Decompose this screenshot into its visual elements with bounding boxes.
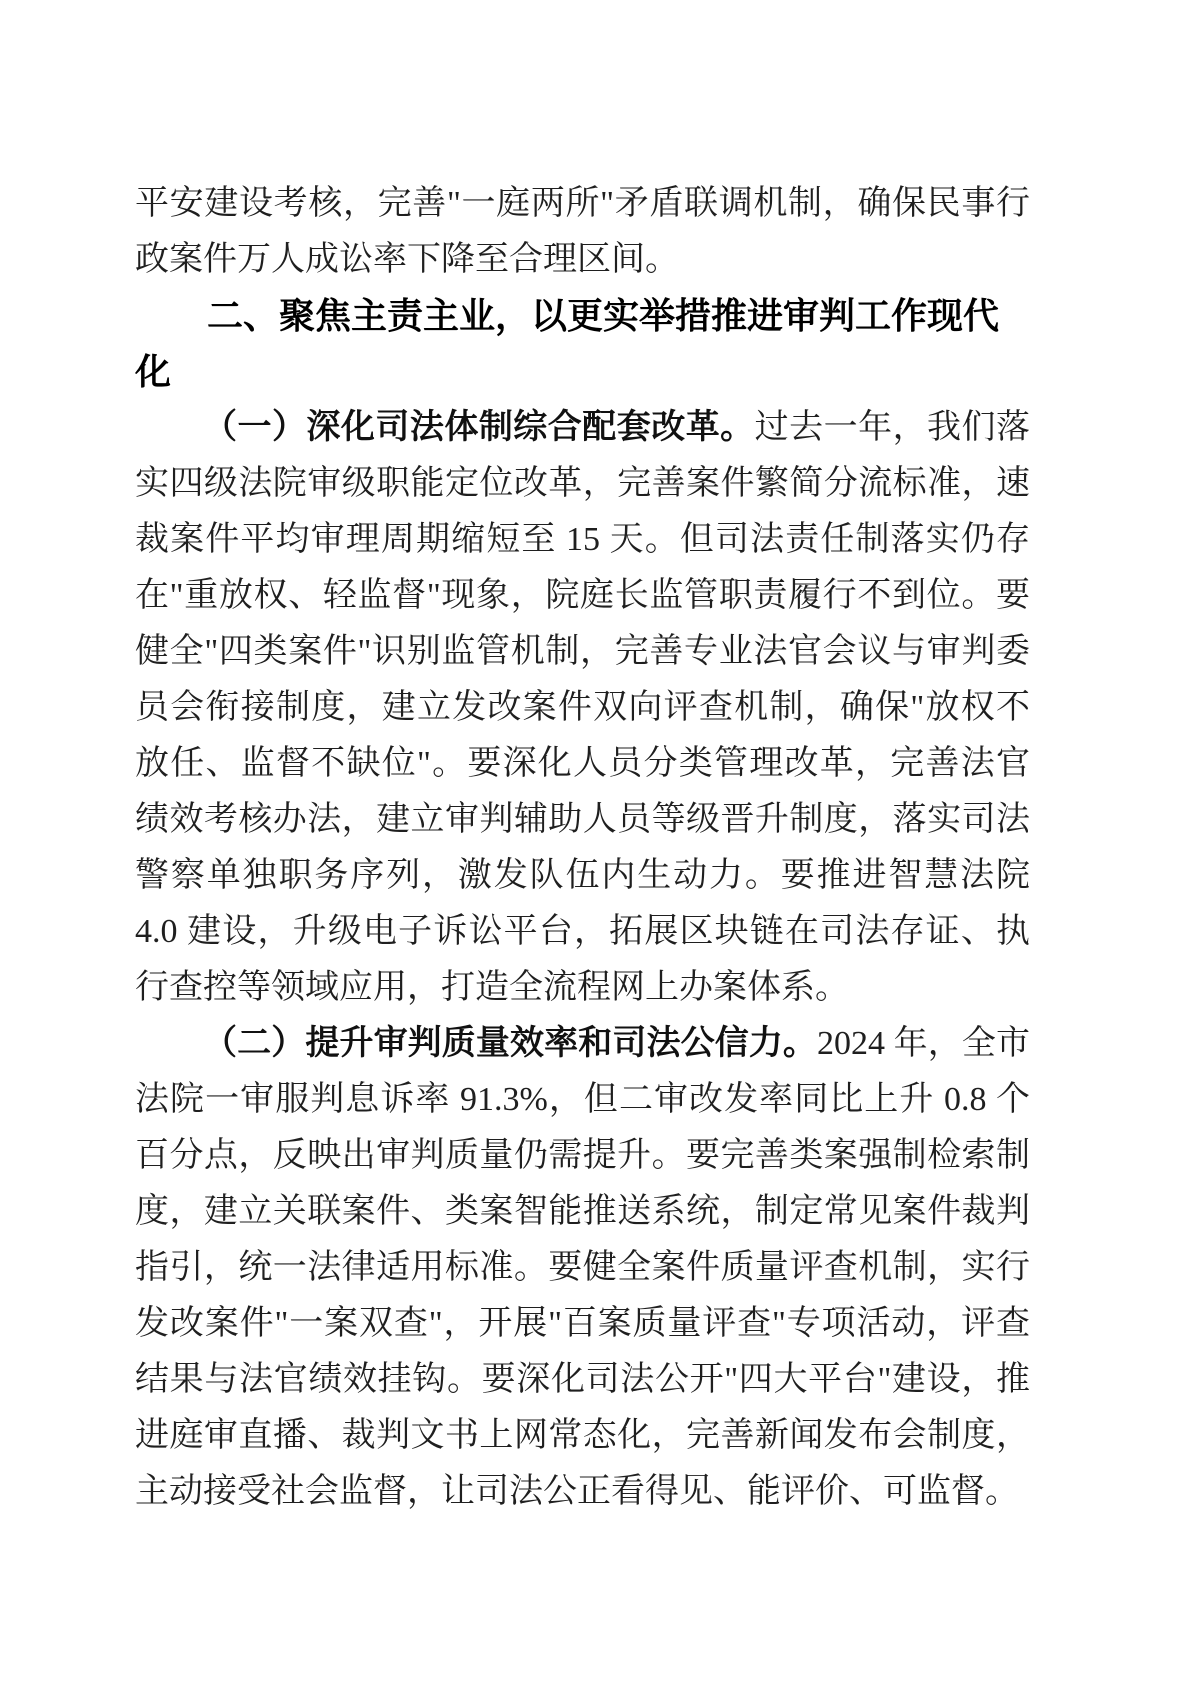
section-heading: 二、聚焦主责主业，以更实举措推进审判工作现代化 — [135, 295, 1000, 392]
intro-paragraph: 平安建设考核，完善"一庭两所"矛盾联调机制，确保民事行政案件万人成讼率下降至合理区间。 — [135, 185, 1030, 278]
subsection-1-paragraph — [135, 400, 1030, 1016]
subsection-1-text: 过去一年，我们落实四级法院审级职能定位改革，完善案件繁简分流标准，速裁案件平均审理周期缩短至 15 天。但司法责任制落实仍存在"重放权、轻监督"现象，院庭长监管职责履行不到位。要健全"四类案件"识别监管机制，完善专业法官会议与审判委员会衔接制度，建立发改案件双向评查机制，确保"放权不放任、监督不缺位"。要深化人员分类管理改革，完善法官绩效考核办法，建立审判辅助人员等级晋升制度，落实司法警察单独职务序列，激发队伍内生动力。要推进智慧法院 4.0 建设，升级电子诉讼平台，拓展区块链在司法存证、执行查控等领域应用，打造全流程网上办案体系。 — [135, 409, 1031, 1006]
subsection-2-paragraph — [135, 1016, 1030, 1520]
subsection-1-title: （一）深化司法体制综合配套改革。 — [203, 409, 755, 446]
subsection-2-text: 2024 年，全市法院一审服判息诉率 91.3%，但二审改发率同比上升 0.8 个百分点，反映出审判质量仍需提升。要完善类案强制检索制度，建立关联案件、类案智能推送系统，制定常见案件裁判指引，统一法律适用标准。要健全案件质量评查机制，实行发改案件"一案双查"，开展"百案质量评查"专项活动，评查结果与法官绩效挂钩。要深化司法公开"四大平台"建设，推进庭审直播、裁判文书上网常态化，完善新闻发布会制度，主动接受社会监督，让司法公正看得见、能评价、可监督。 — [135, 1025, 1031, 1510]
document-body — [135, 176, 1030, 1520]
subsection-2-title: （二）提升审判质量效率和司法公信力。 — [203, 1025, 818, 1062]
